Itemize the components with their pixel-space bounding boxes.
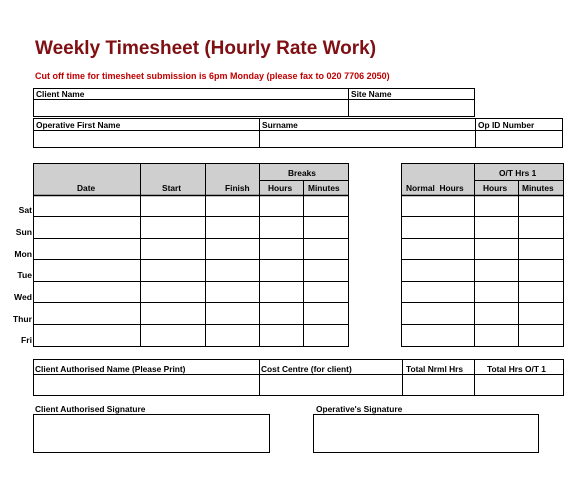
- col-header-minutes: Minutes: [308, 183, 340, 193]
- operative-first-name-input[interactable]: [34, 130, 259, 147]
- total-hrs-ot1-label: Total Hrs O/T 1: [487, 364, 546, 374]
- total-nrml-hrs-label: Total Nrml Hrs: [406, 364, 464, 374]
- client-authorised-name-label: Client Authorised Name (Please Print): [35, 364, 186, 374]
- op-id-number-input[interactable]: [476, 130, 562, 147]
- day-label-tue: Tue: [17, 270, 32, 280]
- client-authorised-name-input[interactable]: [34, 375, 259, 395]
- day-label-mon: Mon: [14, 249, 32, 259]
- surname-input[interactable]: [260, 130, 475, 147]
- day-label-sun: Sun: [15, 227, 32, 237]
- total-hrs-ot1-input[interactable]: [475, 375, 563, 395]
- col-header-date: Date: [77, 183, 96, 193]
- operative-signature-label: Operative's Signature: [316, 404, 403, 414]
- col-header-finish: Finish: [225, 183, 250, 193]
- day-label-wed: Wed: [14, 292, 32, 302]
- cost-centre-input[interactable]: [260, 375, 402, 395]
- total-nrml-hrs-input[interactable]: [403, 375, 474, 395]
- client-name-label: Client Name: [36, 89, 85, 99]
- ot-col-header-normal-hours: Normal Hours: [406, 183, 464, 193]
- cost-centre-label: Cost Centre (for client): [261, 364, 352, 374]
- day-label-thur: Thur: [12, 314, 32, 324]
- col-header-breaks: Breaks: [288, 168, 316, 178]
- day-label-sat: Sat: [18, 205, 32, 215]
- col-header-hours: Hours: [268, 183, 293, 193]
- surname-label: Surname: [262, 120, 298, 130]
- day-label-fri: Fri: [21, 335, 32, 345]
- client-name-input[interactable]: [34, 99, 348, 116]
- ot-group-header: O/T Hrs 1: [499, 168, 537, 178]
- client-signature-input[interactable]: [34, 415, 269, 452]
- operative-signature-input[interactable]: [314, 415, 538, 452]
- ot-col-header-minutes: Minutes: [522, 183, 554, 193]
- cutoff-note: Cut off time for timesheet submission is 6pm Monday (please fax to 020 7706 2050): [35, 71, 390, 81]
- site-name-label: Site Name: [351, 89, 392, 99]
- col-header-start: Start: [162, 183, 182, 193]
- ot-col-header-hours: Hours: [483, 183, 508, 193]
- operative-first-name-label: Operative First Name: [36, 120, 121, 130]
- page-title: Weekly Timesheet (Hourly Rate Work): [35, 38, 377, 59]
- client-signature-label: Client Authorised Signature: [35, 404, 146, 414]
- site-name-input[interactable]: [349, 99, 474, 116]
- op-id-number-label: Op ID Number: [478, 120, 535, 130]
